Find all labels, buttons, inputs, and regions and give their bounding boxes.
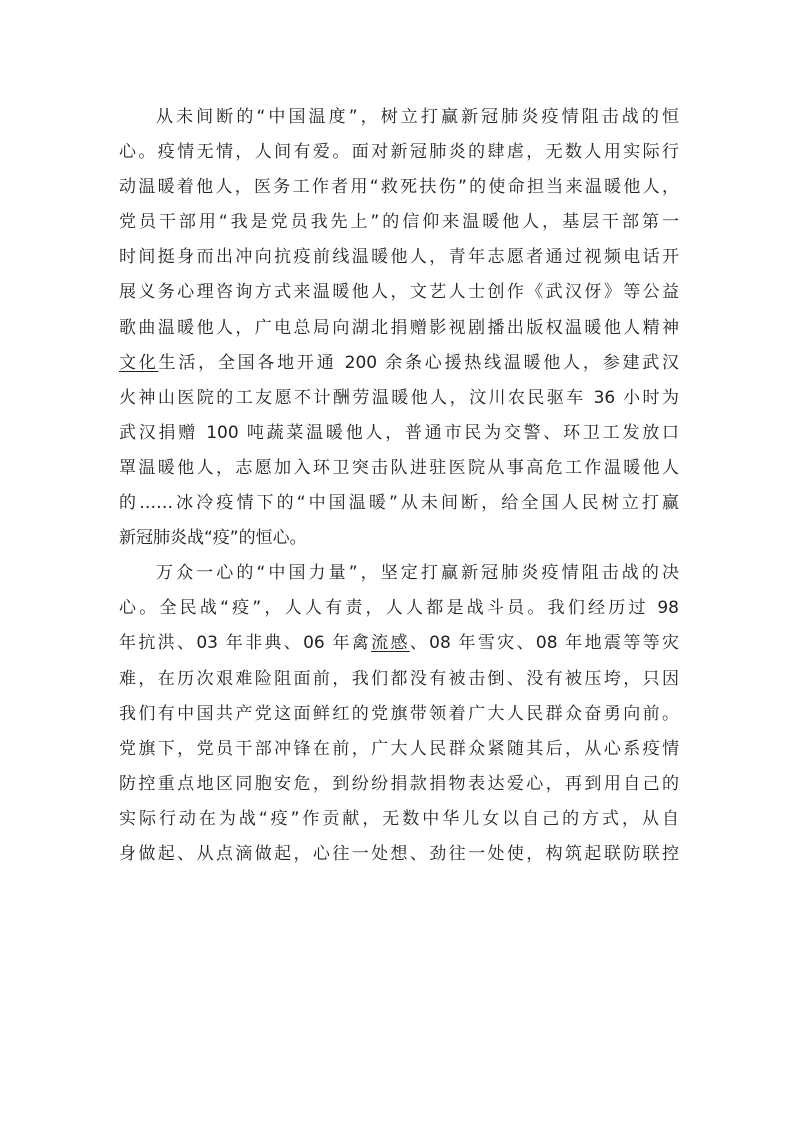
text-span: 心。全民战“疫”，人人有责，人人都是战斗员。我们经历过 98 (119, 598, 679, 619)
text-span: 我们有中国共产党这面鲜红的党旗带领着广大人民群众奋勇向前。 (119, 703, 679, 724)
underlined-link[interactable]: 流感 (371, 633, 410, 654)
text-line (119, 205, 679, 240)
text-span: 万众一心的“中国力量”，坚定打赢新冠肺炎疫情阻击战的决 (156, 563, 679, 584)
text-span: 从未间断的“中国温度”，树立打赢新冠肺炎疫情阻击战的恒 (156, 107, 679, 127)
text-span: 身做起、从点滴做起，心往一处想、劲往一处使，构筑起联防联控 (119, 843, 679, 864)
text-span: 生活，全国各地开通 200 余条心援热线温暖他人，参建武汉 (158, 352, 679, 373)
text-span: 武汉捐赠 100 吨蔬菜温暖他人，普通市民为交警、环卫工发放口 (119, 422, 679, 443)
text-span: 实际行动在为战“疫”作贡献，无数中华儿女以自己的方式，从自 (119, 808, 679, 829)
text-span: 难，在历次艰难险阻面前，我们都没有被击倒、没有被压垮，只因 (119, 668, 679, 689)
text-line (119, 275, 679, 310)
underlined-link[interactable]: 文化 (119, 352, 159, 373)
text-line (119, 662, 679, 697)
text-line (119, 240, 679, 275)
text-line (119, 626, 679, 661)
text-line (119, 486, 679, 521)
text-span: 罩温暖他人，志愿加入环卫突击队进驻医院从事高危工作温暖他人 (119, 457, 679, 478)
text-line (119, 556, 679, 591)
text-span: 时间挺身而出冲向抗疫前线温暖他人，青年志愿者通过视频电话开 (119, 247, 679, 268)
text-span: 年抗洪、03 年非典、06 年禽 (119, 633, 372, 654)
text-line (119, 100, 679, 135)
text-span: 动温暖着他人，医务工作者用“救死扶伤”的使命担当来温暖他人， (119, 177, 679, 198)
text-line (119, 767, 679, 802)
text-line (119, 311, 679, 346)
text-span: 的……冰冷疫情下的“中国温暖”从未间断，给全国人民树立打赢 (119, 493, 679, 514)
text-line (119, 732, 679, 767)
text-line (119, 135, 679, 170)
text-line (119, 416, 679, 451)
text-span: 防控重点地区同胞安危，到纷纷捐款捐物表达爱心，再到用自己的 (119, 773, 679, 794)
text-span: 党员干部用“我是党员我先上”的信仰来温暖他人，基层干部第一 (119, 212, 679, 233)
text-line (119, 521, 679, 556)
text-line (119, 170, 679, 205)
text-span: 火神山医院的工友愿不计酬劳温暖他人，汶川农民驱车 36 小时为 (119, 387, 679, 408)
body-text (119, 100, 679, 872)
text-line (119, 837, 679, 872)
text-line (119, 697, 679, 732)
text-span: 新冠肺炎战“疫”的恒心。 (119, 528, 307, 549)
text-span: 展义务心理咨询方式来温暖他人，文艺人士创作《武汉伢》等公益 (119, 282, 679, 303)
text-line (119, 802, 679, 837)
text-span: 党旗下，党员干部冲锋在前，广大人民群众紧随其后，从心系疫情 (119, 738, 679, 759)
text-line (119, 451, 679, 486)
text-span: 歌曲温暖他人，广电总局向湖北捐赠影视剧播出版权温暖他人精神 (119, 317, 679, 338)
text-line (119, 346, 679, 381)
text-span: 心。疫情无情，人间有爱。面对新冠肺炎的肆虐，无数人用实际行 (119, 142, 679, 163)
text-span: 、08 年雪灾、08 年地震等等灾 (409, 633, 679, 654)
text-line (119, 591, 679, 626)
text-line (119, 381, 679, 416)
